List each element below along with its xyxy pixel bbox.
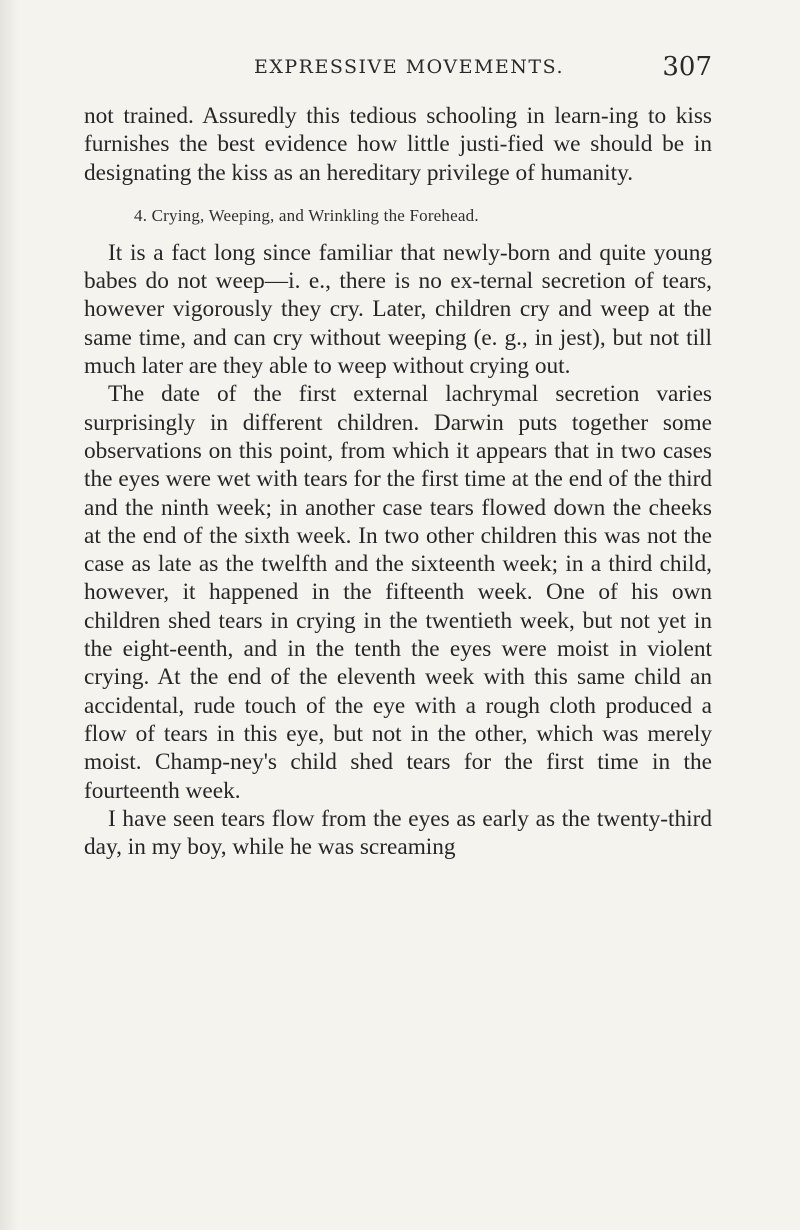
paragraph-1: not trained. Assuredly this tedious schooling in learn-ing to kiss furnishes the best evidence how little justi-fied we should be in designating the kiss as an hereditary privilege of humanity. [84,103,712,186]
running-head: EXPRESSIVE MOVEMENTS. [254,56,564,78]
body-text [84,102,712,861]
paragraph-2: It is a fact long since familiar that newly-born and quite young babes do not weep—i. e., there is no ex-ternal secretion of tears, however vigorously they cry. Later, children cry and weep at the same time, and can cry without weeping (e. g., in jest), but not till much later are they able to weep without crying out. [84,239,712,380]
page-gutter-shadow [0,0,18,1230]
paragraph-3: The date of the first external lachrymal secretion varies surprisingly in different children. Darwin puts together some observations on this point, from which it appears that in two cases the eyes were wet with tears for the first time at the end of the third and the ninth week; in another case tears flowed down the cheeks at the end of the sixth week. In two other children this was not the case as late as the twelfth and the sixteenth week; in a third child, however, it happened in the fifteenth week. One of his own children shed tears in crying in the twentieth week, but not yet in the eight-eenth, and in the tenth the eyes were moist in violent crying. At the end of the eleventh week with this same child an accidental, rude touch of the eye with a rough cloth produced a flow of tears in this eye, but not in the other, which was merely moist. Champ-ney's child shed tears for the first time in the fourteenth week. [84,381,712,804]
page-header [84,52,712,88]
paragraph-4: I have seen tears flow from the eyes as early as the twenty-third day, in my boy, while he was screaming [84,805,712,861]
section-heading: 4. Crying, Weeping, and Wrinkling the Forehead. [134,205,479,225]
page-number: 307 [662,52,712,82]
